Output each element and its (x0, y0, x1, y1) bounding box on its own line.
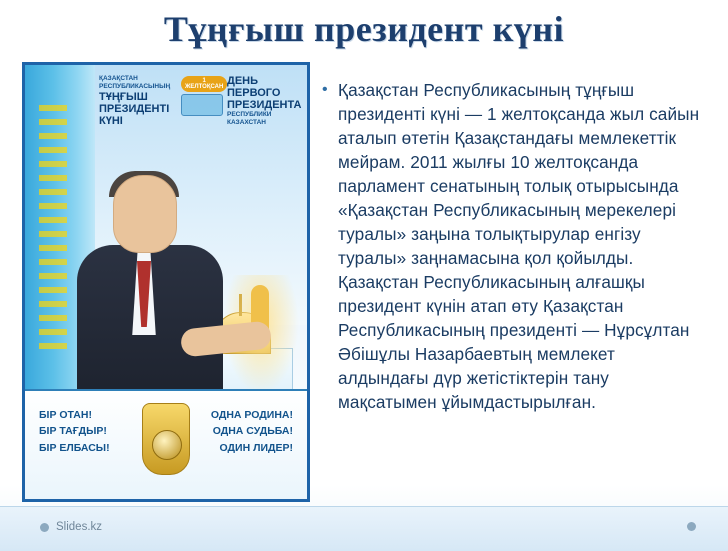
poster-header-ru-small: РЕСПУБЛИКИ КАЗАХСТАН (227, 111, 272, 127)
portrait-head (113, 175, 177, 253)
kazakhstan-map-icon (181, 94, 223, 116)
poster-header-kz-big: ТҰҢҒЫШ ПРЕЗИДЕНТІ КҮНІ (99, 91, 170, 128)
footer-label: Slides.kz (56, 521, 103, 533)
footer-dot-right-icon (687, 522, 696, 531)
page-title: Тұңғыш президент күні (163, 9, 565, 49)
bullet-icon: • (322, 81, 328, 98)
poster-image (22, 62, 310, 502)
slogan-ru-line-2: ОДНА СУДЬБА! (212, 425, 293, 438)
poster-slogan-bar (25, 389, 307, 499)
poster-header-ru-big: ДЕНЬ ПЕРВОГО ПРЕЗИДЕНТА (227, 75, 302, 112)
slogan-columns (25, 407, 307, 456)
body-paragraph: Қазақстан Республикасының тұңғыш президенті күні — 1 желтоқсанда жыл сайын аталып өтетін Қазақстандағы мемлекеттік мейрам. 2011 жылғы 10 желтоқсанда парламент сенатының толық отырысында «Қазақстан Республикасының мерекелері туралы» заңына толықтырулар енгізу туралы» заңнамасына қол қойылды. Қазақстан Республикасының алғашқы президент күнін атап өту Қазақстан Республикасының президенті — Нұрсұлтан Әбішұлы Назарбаевтың мемлекет алдындағы дүр жетістіктерін тану мақсатымен ұйымдастырылған. (338, 80, 700, 412)
slogan-ru-line-3: ОДИН ЛИДЕР! (219, 441, 293, 454)
slogan-kz-line-3: БІР ЕЛБАСЫ! (39, 441, 110, 454)
president-portrait (61, 175, 241, 425)
slogan-ru-line-1: ОДНА РОДИНА! (210, 409, 293, 421)
poster-header (99, 75, 305, 128)
footer-branding (40, 521, 102, 533)
body-bullet-item (322, 78, 710, 414)
poster-header-kz-small: ҚАЗАҚСТАН РЕСПУБЛИКАСЫНЫҢ (99, 75, 171, 91)
slide-footer (0, 506, 728, 551)
poster-header-kazakh (99, 75, 177, 128)
slogan-kazakh (39, 407, 110, 456)
poster-badge-area (181, 75, 223, 116)
slogan-russian (211, 407, 293, 456)
poster-header-russian (227, 75, 305, 128)
slogan-kz-line-1: БІР ОТАН! (39, 409, 92, 421)
slogan-kz-line-2: БІР ТАҒДЫР! (39, 425, 107, 438)
date-badge: 1 ЖЕЛТОҚСАН (181, 76, 227, 92)
footer-bullet-icon (40, 523, 49, 532)
